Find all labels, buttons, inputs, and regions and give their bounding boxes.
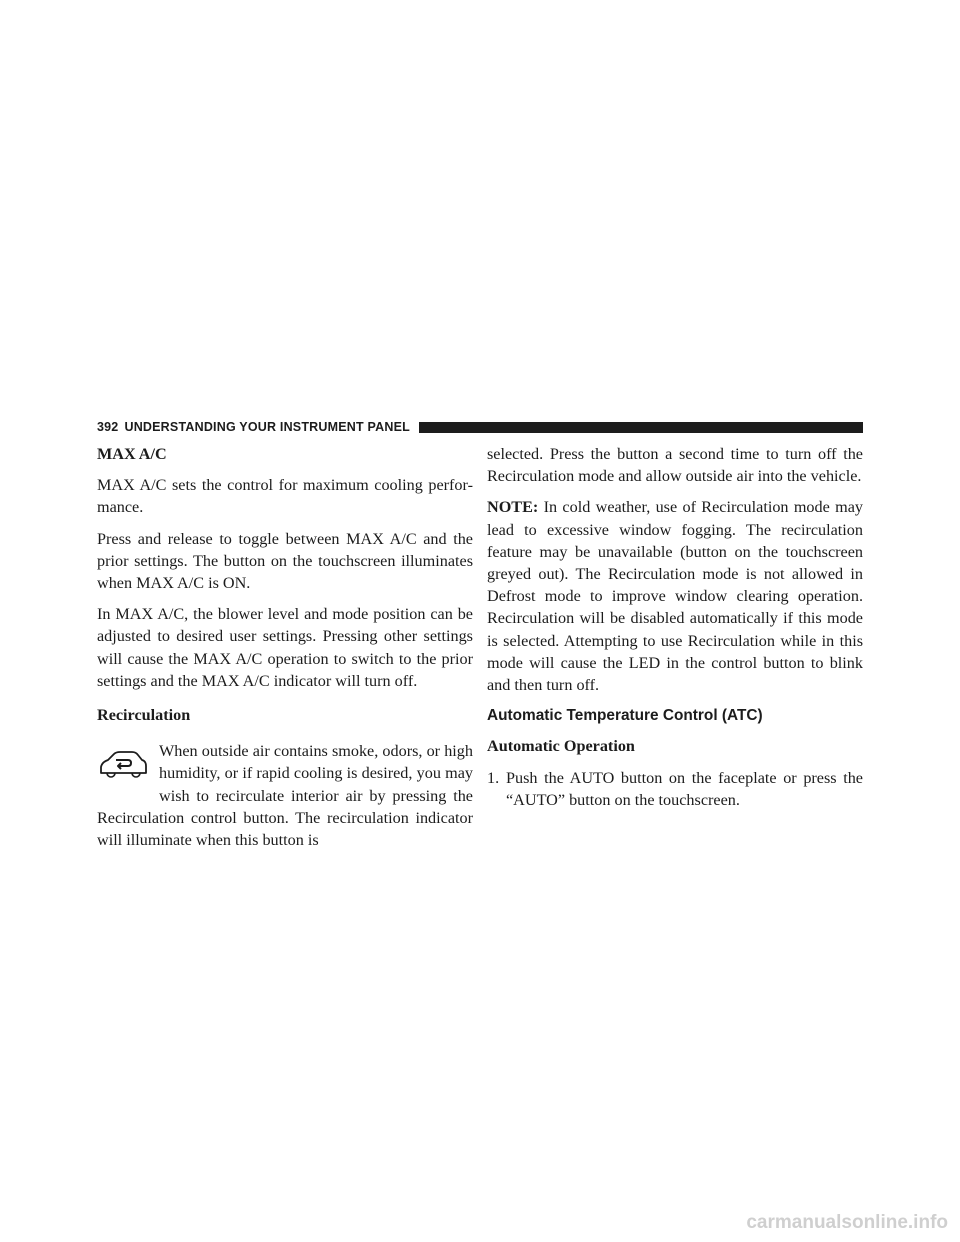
recirculation-continued: selected. Press the button a second time to turn off the Recirculation mode and allow outside air into the vehicle. [487,445,863,486]
automatic-operation-heading: Automatic Operation [487,737,635,756]
left-column [97,443,473,851]
page-number: 392 [97,420,119,434]
max-ac-paragraph-1: MAX A/C sets the control for maximum cooling perfor-mance. [97,476,473,517]
max-ac-paragraph-3: In MAX A/C, the blower level and mode position can be adjusted to desired user settings. Pressing other settings will cause the MAX A/C operation to switch to the prior settings and the MAX A/C indicator will turn off. [97,605,473,690]
note-text: In cold weather, use of Recirculation mode may lead to excessive window fogging. The recirculation feature may be unavailable (button on the touchscreen greyed out). The Recirculation mode is not allowed in Defrost mode to improve window clearing operation. Recirculation will be disabled automatically if this mode is selected. Attempting to use Recirculation while in this mode will cause the LED in the control button to blink and then turn off. [487,498,863,695]
section-title: UNDERSTANDING YOUR INSTRUMENT PANEL [124,420,410,434]
header-rule [419,422,863,433]
list-number: 1. [487,768,500,787]
recirculation-block [97,740,473,851]
recirculation-paragraph-1: When outside air contains smoke, odors, or high humidity, or if rapid cooling is desired, you may wish to recirculate interior air by pressing the Recirculation control button. The recirculation indicator will illuminate when this button is [97,742,473,850]
note-label: NOTE: [487,498,539,517]
max-ac-paragraph-2: Press and release to toggle between MAX A/C and the prior settings. The button on the touchscreen illuminates when MAX A/C is ON. [97,529,473,593]
recirculation-car-icon [97,746,149,786]
max-ac-heading: MAX A/C [97,445,167,463]
header-text [97,420,410,434]
right-column [487,443,863,811]
recirculation-heading: Recirculation [97,706,191,725]
note-paragraph [487,496,863,696]
watermark: carmanualsonline.info [746,1212,948,1233]
list-text: Push the AUTO button on the faceplate or press the “AUTO” button on the touchscreen. [506,768,863,809]
page-header [97,418,863,438]
list-item [487,767,863,811]
atc-heading: Automatic Temperature Control (ATC) [487,707,763,725]
